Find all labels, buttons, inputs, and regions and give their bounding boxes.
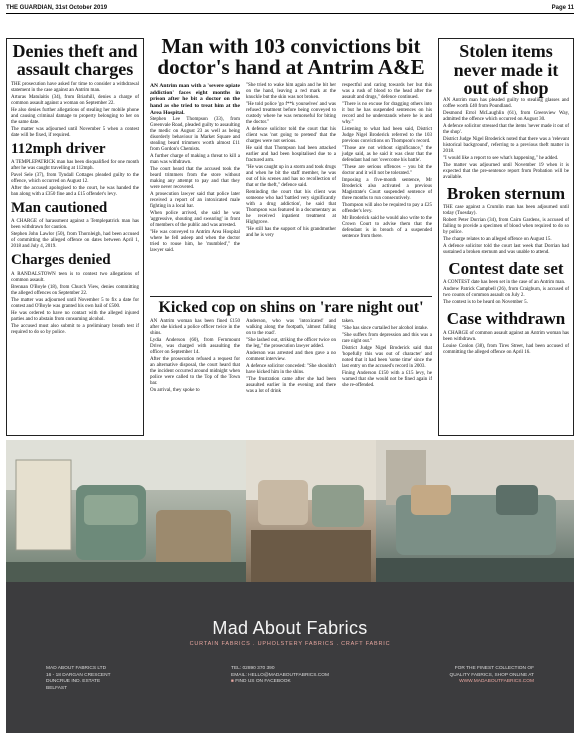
para: The accused must also submit to a preliminary breath test if required to do so by police. bbox=[11, 323, 139, 335]
website-link[interactable]: WWW.MADABOUTFABRICS.COM bbox=[459, 679, 534, 685]
para: Robert Peter Dorrian (34), from Cairn Gardens, is accused of failing to provide a specimen of blood when required to do so by police. bbox=[443, 217, 569, 235]
online-line: QUALITY FABRICS, SHOP ONLINE AT bbox=[449, 672, 534, 678]
para: Anderson was arrested and then gave a no comment interview. bbox=[246, 351, 336, 363]
para: Brennan O'Boyle (18), from Church View, denies committing the alleged offences on September 22. bbox=[11, 284, 139, 296]
headline-stolen-items: Stolen items never made it out of shop bbox=[453, 41, 559, 99]
para: Stephen Lee Thompson (33), from Greenvale Road, pleaded guilty to assaulting the medic on August 23 as well as being disorderly behaviour in Market Square and stealing beard trimmers worth almost £11 from Gordon's Chemists. bbox=[150, 117, 240, 153]
online-line: FOR THE FINEST COLLECTION OF bbox=[454, 666, 534, 671]
para: "He was caught up in a storm and took drugs and when he bit the staff member, he was out of his scenes and has no recollection of that or the theft," defence said. bbox=[246, 164, 336, 188]
para: The charge relates to an alleged offence on August 15. bbox=[443, 236, 552, 242]
main-col-1 bbox=[150, 83, 240, 256]
para: Stephen John Lawlor (50), from Thornleigh, had been accused of committing the alleged offence on dates between April 1, 2018 and July 4, 2019. bbox=[11, 232, 139, 250]
para: District Judge Nigel Broderick said that 'hopefully this was out of character' and noted that it had been 'some time' since the last entry on the accused's record in 2003. bbox=[342, 346, 432, 370]
para: A CHARGE of harassment against a Templepatrick man has been withdrawn for caution. bbox=[11, 219, 139, 231]
masthead bbox=[6, 2, 574, 14]
para: The matter was adjourned until November 5 when a contest date will be fixed, if required. bbox=[11, 126, 139, 138]
right-column bbox=[438, 38, 574, 436]
para: A defence solicitor told the court that his client was 'not going to pretend' that the charges were not serious. bbox=[246, 126, 336, 144]
para: "She has since curtailed her alcohol intake. bbox=[342, 326, 429, 332]
headline-broken-sternum: Broken sternum bbox=[446, 183, 566, 203]
para: A CHARGE of common assault against an Antrim woman has been withdrawn. bbox=[443, 330, 569, 342]
left-column bbox=[6, 38, 144, 436]
para: He said that Thompson had been attacked earlier and had been hospitalised due to a fractured arm. bbox=[246, 145, 336, 163]
phone-line: TEL: 02890 370 390 bbox=[231, 666, 275, 671]
para: A further charge of making a threat to kill a man was withdrawn. bbox=[150, 154, 240, 166]
page-number: Page 11 bbox=[551, 4, 574, 11]
fabric-cushions-photo bbox=[246, 440, 376, 582]
para: A prosecution lawyer said that police later received a report of an intoxicated male fighting in a local bar. bbox=[150, 192, 240, 210]
para: THE case against a Crumlin man has been adjourned until today (Tuesday). bbox=[443, 204, 569, 216]
para: Mr Broderick said he would also write to the Crown Court to advise them that the defendant is in breach of a suspended sentence from there. bbox=[342, 215, 432, 239]
para: A defence solicitor stressed that the items 'never made it out of the shop'. bbox=[443, 123, 569, 135]
facebook-icon: ■ bbox=[231, 679, 234, 685]
para: THE prosecution have asked for time to consider a withdrawal statement in the case against an Antrim man. bbox=[11, 81, 139, 93]
para: On arrival, they spoke to bbox=[150, 388, 200, 394]
headline-man-cautioned: Man cautioned bbox=[11, 200, 108, 217]
para: Anderson, who was 'intoxicated' and walking along the footpath, 'almost falling on to the road'. bbox=[246, 319, 336, 337]
para: Arturas Matulaitis (34), from Briarhill, denies a charge of common assault against a woman on September 22. bbox=[11, 94, 139, 106]
para: "She suffers from depression and this was a rare night out." bbox=[342, 333, 432, 345]
kicked-col-3 bbox=[342, 319, 432, 396]
fabric-sofa-photo bbox=[376, 440, 574, 582]
para: Louise Conlon (38), from Tires Street, had been accused of committing the alleged offence on April 16. bbox=[443, 343, 569, 355]
para: "There is no excuse for dragging others into it but he has suspended sentences on his record and he understands where he is and why." bbox=[342, 101, 432, 125]
para: "Those are not without significance," the judge said, as he said it was clear that the defendant had not 'overcome his battle'. bbox=[342, 145, 432, 163]
kicked-col-1 bbox=[150, 319, 240, 396]
para: "She lashed out, striking the officer twice on the leg," the prosecution lawyer added. bbox=[246, 338, 336, 350]
advert-address bbox=[46, 666, 111, 693]
para: Reminding the court that his client was someone who had 'battled very significantly with a drug addiction', he said that Thompson was featured in a documentary as he received inpatient treatment at Highgrove. bbox=[246, 189, 336, 225]
para: The court heard that the accused took the beard trimmers from the store without making any attempt to pay and that they were never recovered. bbox=[150, 167, 240, 191]
address-line: BELFAST bbox=[46, 686, 68, 692]
para: A defence solicitor conceded: "She shouldn't have kicked him in the shins. bbox=[246, 364, 336, 376]
para: taken. bbox=[342, 319, 355, 325]
advert-tagline: CURTAIN FABRICS . UPHOLSTERY FABRICS . CRAFT FABRIC bbox=[189, 641, 391, 647]
advert-online bbox=[449, 666, 534, 693]
para: District Judge Nigel Broderick noted that there was a 'relevant historical background', referring to a previous theft matter in 2018. bbox=[443, 136, 569, 154]
para: AN Antrim woman has been fined £150 after she kicked a police officer twice in the shins. bbox=[150, 319, 240, 337]
email-line: EMAIL: HELLO@MADABOUTFABRICS.COM bbox=[231, 672, 329, 678]
para: He also denies further allegations of stealing her mobile phone and causing criminal damage to property belonging to her on the same date. bbox=[11, 107, 139, 125]
para: The matter was adjourned until November 19 when it is expected that the pre-sentence report from Probation will be available. bbox=[443, 162, 569, 180]
para: After the prosecution refused a request for an alternative disposal, the court heard that the incident occurred around midnight when police were called to the Top of the Town bar. bbox=[150, 357, 240, 387]
para: The contest is to be heard on November 5. bbox=[443, 300, 528, 306]
para: A CONTEST date has been set in the case of an Antrim man. bbox=[443, 280, 566, 286]
advert-brand: Mad About Fabrics bbox=[212, 618, 368, 638]
headline-112mph: 112mph driver bbox=[11, 140, 106, 157]
para: He was ordered to have no contact with the alleged injured parties and to abstain from consuming alcohol. bbox=[11, 310, 139, 322]
para: "The frustration came after she had been assaulted earlier in the evening and there was a lot of drink bbox=[246, 377, 336, 395]
advert-contact bbox=[231, 666, 329, 693]
main-headline: Man with 103 convictions bit doctor's hand at Antrim A&E bbox=[157, 36, 425, 80]
advert-footer bbox=[46, 666, 534, 693]
address-line: DUNCRUE IND. ESTATE bbox=[46, 679, 101, 685]
main-story bbox=[150, 36, 432, 288]
para: "He told police 'go f**k yourselves' and was refused treatment before being conveyed to custody where he was remorseful for biting the doctor." bbox=[246, 101, 336, 125]
para: Pavel Sele (37), from Tyndall Cottages pleaded guilty to the offence, which occurred on August 12. bbox=[11, 173, 139, 185]
mad-about-fabrics-advert bbox=[6, 582, 574, 733]
para: respectful and caring towards her but this was a rush of blood to the head after the assault and drugs," defence continued. bbox=[342, 82, 432, 100]
address-line: 16 - 18 DARGAN CRESCENT bbox=[46, 672, 111, 678]
para: Desmond Errol McLaughlin (61), from Greenview Way, admitted the offence which occurred on August 30. bbox=[443, 110, 569, 122]
para: Imposing a five-month sentence, Mr Broderick also activated a previous Magistrate's Court suspended sentence of three months to run consecutively. bbox=[342, 177, 432, 201]
para: A RANDALSTOWN teen is to contest two allegations of common assault. bbox=[11, 271, 139, 283]
headline-charges-denied: Charges denied bbox=[11, 252, 111, 269]
main-col-3 bbox=[342, 83, 432, 256]
kicked-headline: Kicked cop on shins on 'rare night out' bbox=[158, 299, 424, 316]
main-col-2 bbox=[246, 83, 336, 256]
para: The matter was adjourned until November 5 to fix a date for contest and O'Boyle was granted his own bail of £500. bbox=[11, 297, 139, 309]
kicked-body bbox=[150, 319, 432, 396]
facebook-label: FIND US ON FACEBOOK bbox=[235, 679, 291, 685]
para: A defence solicitor told the court last week that Dorrian had sustained a broken sternum and was unable to attend. bbox=[443, 243, 569, 255]
fabric-armchair-photo bbox=[6, 440, 246, 582]
para: Thompson will also be required to pay a £25 offender's levy. bbox=[342, 202, 432, 214]
para: "She tried to wake him again and he bit her on the hand, leaving a red mark at the knuckle but the skin was not broken. bbox=[246, 82, 336, 100]
headline-denies-theft: Denies theft and assault charges bbox=[12, 41, 138, 80]
para: When police arrived, she said he was 'aggressive, shouting and swearing' in front of members of the public and was arrested. bbox=[150, 211, 240, 229]
para: Lydia Anderson (60), from Fernmount Drive, was charged with assaulting the officer on September 14. bbox=[150, 338, 240, 356]
masthead-left: THE GUARDIAN, 31st October 2019 bbox=[6, 4, 108, 11]
main-body bbox=[150, 83, 432, 256]
kicked-story bbox=[150, 296, 432, 436]
para: "He was conveyed to Antrim Area Hospital where he fell asleep and when the doctor tried to rouse him, he 'mumbled'," the lawyer said. bbox=[150, 230, 240, 254]
address-line: MAD ABOUT FABRICS LTD bbox=[46, 666, 107, 671]
para: Andrew Patrick Campbell (26), from Craigburn, is accused of two counts of common assault on July 2. bbox=[443, 287, 569, 299]
para: Fining Anderson £150 with a £15 levy, he warned that she would not be fined again if she re-offended. bbox=[342, 371, 432, 389]
lede: AN Antrim man with a 'severe opiate addiction' faces eight months in prison after he bit a doctor on the hand as she tried to treat him at the Area Hospital. bbox=[150, 82, 240, 116]
para: "I would like a report to see what's happening," he added. bbox=[443, 155, 559, 161]
para: Listening to what had been said, District Judge Nigel Broderick referred to the 103 previous convictions on Thompson's record. bbox=[342, 126, 432, 144]
para: "These are serious offences – you bit the doctor and it will not be tolerated." bbox=[342, 164, 432, 176]
para: "He still has the support of his grandmother and he is very bbox=[246, 226, 336, 238]
advert-photo-strip bbox=[6, 440, 574, 582]
para: After the accused apologised to the court, he was handed the ban along with a £350 fine and a £15 offender's levy. bbox=[11, 186, 139, 198]
kicked-col-2 bbox=[246, 319, 336, 396]
para: AN Antrim man has pleaded guilty to stealing glasses and coffee worth £40 from Poundland. bbox=[443, 97, 569, 109]
para: A TEMPLEPATRICK man has been disqualified for one month after he was caught travelling at 112mph. bbox=[11, 160, 139, 172]
headline-case-withdrawn: Case withdrawn bbox=[446, 309, 566, 329]
headline-contest-date: Contest date set bbox=[448, 258, 564, 278]
facebook-line[interactable] bbox=[231, 679, 329, 686]
